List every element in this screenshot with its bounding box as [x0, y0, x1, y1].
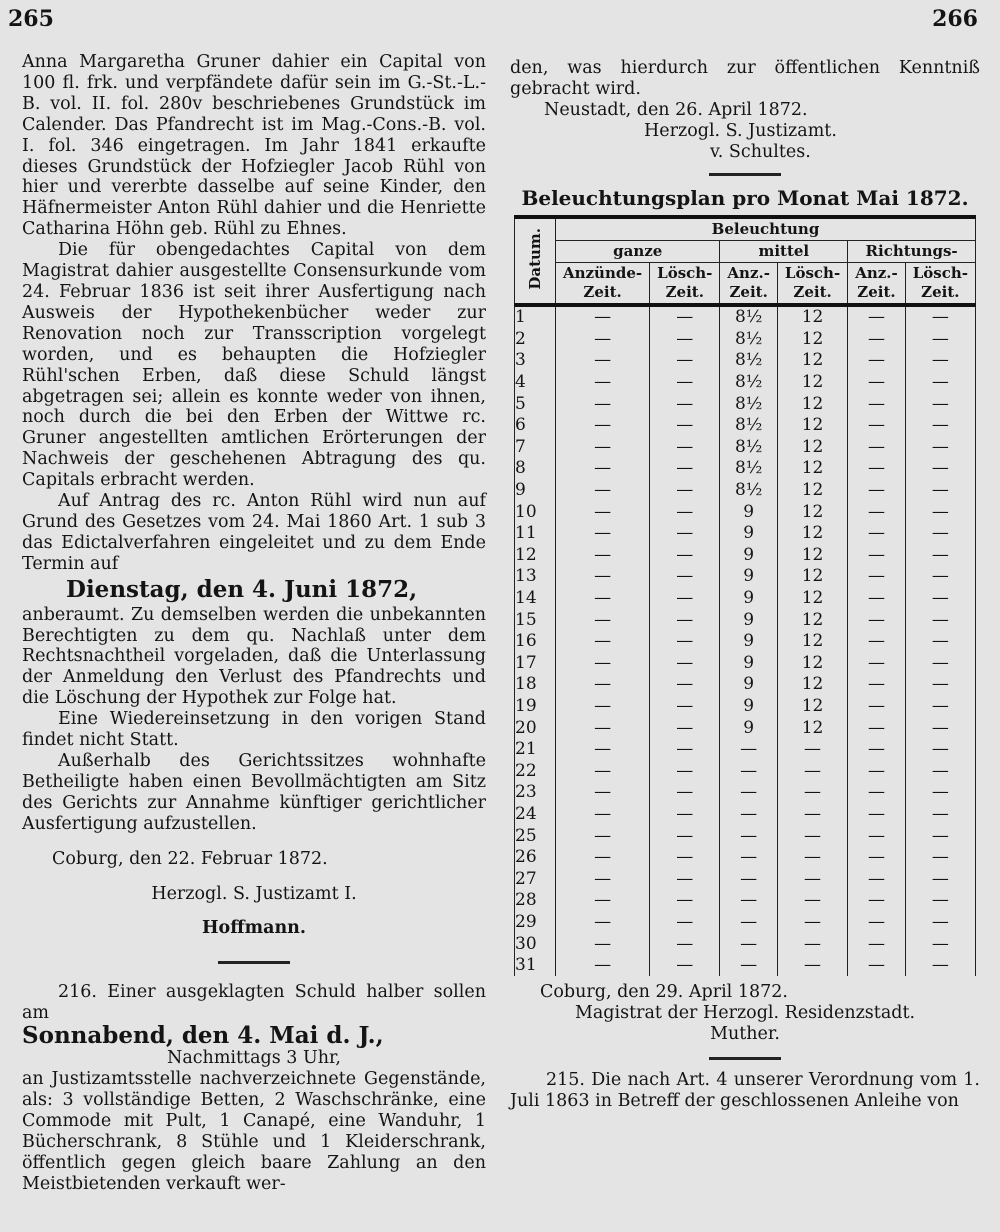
time-cell: —: [556, 480, 650, 502]
time-cell: —: [556, 609, 650, 631]
time-cell: —: [556, 890, 650, 912]
time-cell: —: [905, 372, 975, 394]
beleuchtung-header: Beleuchtung: [556, 217, 976, 241]
date-cell: 9: [515, 480, 556, 502]
date-cell: 10: [515, 501, 556, 523]
date-cell: 29: [515, 912, 556, 934]
table-row: [515, 393, 976, 415]
continuation-text: den, was hierdurch zur öffentlichen Kenntniß gebracht wird.: [510, 58, 980, 99]
place-date-2: Coburg, den 29. April 1872.: [540, 982, 788, 1003]
time-cell: —: [905, 566, 975, 588]
time-cell: —: [905, 329, 975, 351]
time-cell: 12: [777, 329, 847, 351]
time-cell: —: [848, 480, 906, 502]
time-cell: —: [848, 631, 906, 653]
date-cell: 5: [515, 393, 556, 415]
paragraph-4: anberaumt. Zu demselben werden die unbekannten Berechtigten zu dem qu. Nachlaß unter dem Rechtsnachtheil vorgeladen, daß die Unterlassung der Anmeldung den Verlust des Pfandrechts und die Löschung der Hypothek zur Folge hat.: [22, 604, 486, 709]
notice-216-time: Nachmittags 3 Uhr,: [167, 1048, 341, 1069]
time-cell: 8½: [720, 372, 778, 394]
date-cell: 15: [515, 609, 556, 631]
time-cell: —: [848, 804, 906, 826]
time-cell: —: [650, 480, 720, 502]
time-cell: —: [848, 329, 906, 351]
time-cell: —: [650, 717, 720, 739]
time-cell: —: [720, 782, 778, 804]
time-cell: —: [556, 653, 650, 675]
section-divider: [709, 1057, 781, 1060]
time-cell: —: [848, 523, 906, 545]
time-cell: —: [905, 458, 975, 480]
time-cell: —: [556, 933, 650, 955]
time-cell: —: [650, 350, 720, 372]
date-cell: 18: [515, 674, 556, 696]
time-cell: 12: [777, 480, 847, 502]
date-cell: 31: [515, 955, 556, 977]
date-cell: 17: [515, 653, 556, 675]
table-row: [515, 653, 976, 675]
time-cell: —: [905, 480, 975, 502]
time-cell: —: [650, 696, 720, 718]
table-row: [515, 523, 976, 545]
date-cell: 14: [515, 588, 556, 610]
time-cell: —: [650, 415, 720, 437]
section-divider: [709, 173, 781, 176]
time-cell: 12: [777, 523, 847, 545]
time-cell: —: [650, 393, 720, 415]
time-cell: 9: [720, 717, 778, 739]
date-cell: 2: [515, 329, 556, 351]
office-name: Herzogl. S. Justizamt I.: [151, 883, 357, 904]
time-cell: —: [556, 739, 650, 761]
time-cell: —: [650, 329, 720, 351]
time-cell: —: [905, 350, 975, 372]
time-cell: —: [556, 696, 650, 718]
time-cell: —: [848, 760, 906, 782]
time-cell: 12: [777, 372, 847, 394]
time-cell: —: [848, 393, 906, 415]
table-row: [515, 890, 976, 912]
datum-header: Datum.: [515, 217, 556, 305]
date-cell: 8: [515, 458, 556, 480]
table-row: [515, 372, 976, 394]
time-cell: 8½: [720, 329, 778, 351]
date-cell: 4: [515, 372, 556, 394]
notice-216-intro: 216. Einer ausgeklagten Schuld halber sollen am: [22, 982, 486, 1024]
table-row: [515, 329, 976, 351]
time-cell: —: [905, 523, 975, 545]
date-cell: 26: [515, 847, 556, 869]
office-name-2: Magistrat der Herzogl. Residenzstadt.: [574, 1003, 916, 1024]
time-cell: 9: [720, 545, 778, 567]
office-name: Herzogl. S. Justizamt.: [644, 121, 837, 141]
time-cell: —: [848, 674, 906, 696]
time-cell: —: [848, 437, 906, 459]
table-row: [515, 588, 976, 610]
time-cell: —: [905, 305, 975, 329]
time-cell: —: [650, 501, 720, 523]
paragraph-1: Anna Margaretha Gruner dahier ein Capital von 100 fl. frk. und verpfändete dafür sein im G.-St.-L.-B. vol. II. fol. 280v beschriebenes Grundstück im Calender. Das Pfandrecht ist im Mag.-Cons.-B. vol. I. fol. 346 eingetragen. Im Jahr 1841 erkaufte dieses Grundstück der Hofziegler Jacob Rühl von hier und vererbte dasselbe auf seine Kinder, den Häfnermeister Anton Rühl dahier und die Henriette Catharina Höhn geb. Rühl zu Ehnes.: [22, 52, 486, 240]
time-cell: —: [556, 415, 650, 437]
time-cell: —: [905, 847, 975, 869]
time-cell: —: [905, 415, 975, 437]
col-anz: Anz.-Zeit.: [848, 263, 906, 306]
time-cell: —: [905, 825, 975, 847]
date-cell: 27: [515, 868, 556, 890]
time-cell: —: [556, 782, 650, 804]
table-row: [515, 674, 976, 696]
paragraph-3: Auf Antrag des rc. Anton Rühl wird nun auf Grund des Gesetzes vom 24. Mai 1860 Art. 1 sub 3 das Edictalverfahren eingeleitet und zu dem Ende Termin auf: [22, 491, 486, 574]
time-cell: 12: [777, 501, 847, 523]
date-cell: 12: [515, 545, 556, 567]
date-cell: 23: [515, 782, 556, 804]
page-number-right: 266: [932, 6, 978, 32]
time-cell: 12: [777, 393, 847, 415]
date-cell: 20: [515, 717, 556, 739]
time-cell: —: [848, 566, 906, 588]
signer-name-2: Muther.: [710, 1024, 780, 1045]
time-cell: —: [556, 372, 650, 394]
time-cell: —: [556, 825, 650, 847]
date-cell: 13: [515, 566, 556, 588]
table-row: [515, 717, 976, 739]
time-cell: —: [905, 912, 975, 934]
date-cell: 22: [515, 760, 556, 782]
time-cell: —: [650, 588, 720, 610]
time-cell: —: [650, 437, 720, 459]
time-cell: —: [556, 305, 650, 329]
time-cell: —: [905, 933, 975, 955]
time-cell: —: [905, 588, 975, 610]
time-cell: 12: [777, 415, 847, 437]
time-cell: —: [905, 739, 975, 761]
time-cell: —: [777, 804, 847, 826]
time-cell: —: [650, 760, 720, 782]
time-cell: —: [905, 631, 975, 653]
time-cell: —: [720, 933, 778, 955]
time-cell: —: [848, 912, 906, 934]
time-cell: —: [556, 566, 650, 588]
time-cell: —: [848, 350, 906, 372]
time-cell: —: [777, 760, 847, 782]
time-cell: —: [848, 890, 906, 912]
time-cell: 9: [720, 523, 778, 545]
table-row: [515, 305, 976, 329]
time-cell: —: [720, 868, 778, 890]
time-cell: —: [777, 890, 847, 912]
time-cell: —: [905, 609, 975, 631]
time-cell: —: [848, 305, 906, 329]
place-date: Coburg, den 22. Februar 1872.: [52, 848, 328, 869]
ganze-header: ganze: [556, 241, 720, 263]
table-title: Beleuchtungsplan pro Monat Mai 1872.: [521, 186, 969, 210]
table-row: [515, 545, 976, 567]
paragraph-5: Eine Wiedereinsetzung in den vorigen Stand findet nicht Statt.: [22, 709, 486, 751]
page-number-left: 265: [8, 6, 54, 32]
time-cell: —: [848, 739, 906, 761]
time-cell: —: [848, 458, 906, 480]
time-cell: —: [905, 868, 975, 890]
date-cell: 11: [515, 523, 556, 545]
time-cell: 12: [777, 350, 847, 372]
time-cell: —: [905, 782, 975, 804]
time-cell: —: [777, 825, 847, 847]
table-row: [515, 480, 976, 502]
table-row: [515, 631, 976, 653]
time-cell: 12: [777, 653, 847, 675]
signer-name: v. Schultes.: [710, 142, 811, 162]
time-cell: —: [848, 545, 906, 567]
time-cell: —: [650, 804, 720, 826]
time-cell: 9: [720, 653, 778, 675]
time-cell: 9: [720, 696, 778, 718]
time-cell: —: [848, 653, 906, 675]
table-row: [515, 933, 976, 955]
time-cell: —: [848, 717, 906, 739]
time-cell: —: [777, 912, 847, 934]
time-cell: —: [556, 329, 650, 351]
time-cell: 9: [720, 609, 778, 631]
court-date-heading: Dienstag, den 4. Juni 1872,: [66, 575, 418, 603]
time-cell: 8½: [720, 350, 778, 372]
time-cell: —: [777, 868, 847, 890]
time-cell: —: [650, 653, 720, 675]
time-cell: —: [905, 760, 975, 782]
time-cell: 9: [720, 566, 778, 588]
time-cell: —: [650, 305, 720, 329]
date-cell: 24: [515, 804, 556, 826]
date-cell: 7: [515, 437, 556, 459]
table-row: [515, 609, 976, 631]
time-cell: —: [556, 437, 650, 459]
col-anzuende: Anzünde-Zeit.: [556, 263, 650, 306]
time-cell: 12: [777, 674, 847, 696]
time-cell: —: [650, 868, 720, 890]
paragraph-2: Die für obengedachtes Capital von dem Magistrat dahier ausgestellte Consensurkunde vom 24. Februar 1836 ist seit ihrer Ausfertigung nach Ausweis der Hypothekenbücher weder zur Renovation noch zur Transscription vorgelegt worden, und es behaupten die Hofziegler Rühl'schen Erben, daß diese Schuld längst abgetragen sei; allein es konnte weder von ihnen, noch durch die bei den Erben der Wittwe rc. Gruner angestellten amtlichen Erörterungen der Nachweis der geschehenen Abtragung des qu. Capitals erbracht werden.: [22, 240, 486, 491]
time-cell: —: [777, 739, 847, 761]
time-cell: —: [556, 631, 650, 653]
time-cell: 8½: [720, 458, 778, 480]
time-cell: 8½: [720, 437, 778, 459]
date-cell: 21: [515, 739, 556, 761]
table-row: [515, 847, 976, 869]
date-cell: 28: [515, 890, 556, 912]
time-cell: —: [650, 674, 720, 696]
time-cell: —: [650, 890, 720, 912]
col-anz: Anz.-Zeit.: [720, 263, 778, 306]
mittel-header: mittel: [720, 241, 848, 263]
col-loesch: Lösch-Zeit.: [650, 263, 720, 306]
table-row: [515, 760, 976, 782]
date-cell: 16: [515, 631, 556, 653]
table-row: [515, 912, 976, 934]
time-cell: —: [720, 760, 778, 782]
time-cell: —: [720, 739, 778, 761]
time-cell: —: [650, 631, 720, 653]
table-row: [515, 739, 976, 761]
time-cell: 9: [720, 588, 778, 610]
time-cell: —: [848, 696, 906, 718]
time-cell: —: [556, 523, 650, 545]
time-cell: —: [905, 674, 975, 696]
table-row: [515, 825, 976, 847]
time-cell: —: [556, 393, 650, 415]
time-cell: —: [556, 955, 650, 977]
time-cell: —: [650, 933, 720, 955]
time-cell: —: [650, 523, 720, 545]
time-cell: 12: [777, 437, 847, 459]
date-cell: 25: [515, 825, 556, 847]
time-cell: —: [848, 847, 906, 869]
table-row: [515, 955, 976, 977]
time-cell: —: [650, 372, 720, 394]
time-cell: —: [848, 415, 906, 437]
paragraph-6: Außerhalb des Gerichtssitzes wohnhafte Betheiligte haben einen Bevollmächtigten am Sitz des Gerichts zur Annahme künftiger gerichtlicher Ausfertigung aufzustellen.: [22, 751, 486, 834]
time-cell: —: [777, 955, 847, 977]
time-cell: —: [556, 847, 650, 869]
table-row: [515, 458, 976, 480]
time-cell: —: [848, 588, 906, 610]
time-cell: 12: [777, 696, 847, 718]
date-cell: 3: [515, 350, 556, 372]
richtung-header: Richtungs-: [848, 241, 976, 263]
time-cell: —: [556, 350, 650, 372]
time-cell: 12: [777, 566, 847, 588]
time-cell: —: [650, 458, 720, 480]
time-cell: 9: [720, 501, 778, 523]
right-column: [510, 58, 980, 1112]
table-row: [515, 782, 976, 804]
col-loesch: Lösch-Zeit.: [905, 263, 975, 306]
lighting-plan-table: [514, 215, 976, 976]
time-cell: —: [650, 739, 720, 761]
time-cell: 12: [777, 717, 847, 739]
table-row: [515, 501, 976, 523]
time-cell: 9: [720, 631, 778, 653]
time-cell: —: [650, 545, 720, 567]
time-cell: —: [848, 501, 906, 523]
table-row: [515, 696, 976, 718]
notice-216-body: an Justizamtsstelle nachverzeichnete Gegenstände, als: 3 vollständige Betten, 2 Waschschränke, eine Commode mit Pult, 1 Canapé, eine Wanduhr, 1 Bücherschrank, 8 Stühle und 1 Kleiderschrank, öffentlich gegen gleich baare Zahlung an den Meistbietenden verkauft wer-: [22, 1069, 486, 1194]
notice-215: 215. Die nach Art. 4 unserer Verordnung vom 1. Juli 1863 in Betreff der geschlossenen Anleihe von: [510, 1070, 980, 1112]
place-date: Neustadt, den 26. April 1872.: [544, 100, 808, 120]
time-cell: —: [556, 717, 650, 739]
time-cell: —: [905, 696, 975, 718]
time-cell: —: [905, 890, 975, 912]
time-cell: —: [905, 437, 975, 459]
time-cell: —: [905, 804, 975, 826]
time-cell: —: [777, 933, 847, 955]
section-divider: [218, 961, 290, 964]
time-cell: —: [556, 868, 650, 890]
time-cell: —: [650, 825, 720, 847]
time-cell: —: [720, 955, 778, 977]
time-cell: —: [848, 825, 906, 847]
time-cell: —: [905, 501, 975, 523]
time-cell: 8½: [720, 305, 778, 329]
time-cell: 8½: [720, 393, 778, 415]
time-cell: —: [905, 955, 975, 977]
table-row: [515, 350, 976, 372]
col-loesch: Lösch-Zeit.: [777, 263, 847, 306]
time-cell: —: [905, 717, 975, 739]
time-cell: —: [848, 933, 906, 955]
time-cell: —: [848, 372, 906, 394]
time-cell: —: [905, 653, 975, 675]
time-cell: —: [556, 804, 650, 826]
time-cell: —: [556, 912, 650, 934]
time-cell: —: [905, 545, 975, 567]
time-cell: —: [556, 760, 650, 782]
time-cell: —: [848, 782, 906, 804]
table-row: [515, 804, 976, 826]
notice-216-date: Sonnabend, den 4. Mai d. J.,: [22, 1022, 384, 1050]
time-cell: —: [720, 890, 778, 912]
table-row: [515, 868, 976, 890]
time-cell: —: [720, 912, 778, 934]
date-cell: 30: [515, 933, 556, 955]
time-cell: —: [650, 609, 720, 631]
time-cell: —: [556, 545, 650, 567]
time-cell: —: [650, 847, 720, 869]
time-cell: 8½: [720, 480, 778, 502]
time-cell: —: [777, 782, 847, 804]
table-row: [515, 437, 976, 459]
time-cell: —: [650, 955, 720, 977]
time-cell: 12: [777, 545, 847, 567]
time-cell: 12: [777, 588, 847, 610]
time-cell: —: [848, 609, 906, 631]
time-cell: 9: [720, 674, 778, 696]
time-cell: —: [720, 825, 778, 847]
left-column: [22, 52, 486, 1195]
time-cell: —: [650, 566, 720, 588]
time-cell: 12: [777, 631, 847, 653]
time-cell: —: [556, 674, 650, 696]
time-cell: 12: [777, 609, 847, 631]
time-cell: —: [720, 804, 778, 826]
table-row: [515, 566, 976, 588]
time-cell: —: [848, 868, 906, 890]
signer-name: Hoffmann.: [202, 918, 306, 939]
date-cell: 1: [515, 305, 556, 329]
time-cell: —: [720, 847, 778, 869]
time-cell: 12: [777, 305, 847, 329]
table-row: [515, 415, 976, 437]
time-cell: 8½: [720, 415, 778, 437]
time-cell: —: [848, 955, 906, 977]
date-cell: 6: [515, 415, 556, 437]
date-cell: 19: [515, 696, 556, 718]
time-cell: —: [777, 847, 847, 869]
time-cell: —: [650, 782, 720, 804]
time-cell: —: [556, 588, 650, 610]
time-cell: 12: [777, 458, 847, 480]
time-cell: —: [650, 912, 720, 934]
time-cell: —: [556, 501, 650, 523]
time-cell: —: [556, 458, 650, 480]
time-cell: —: [905, 393, 975, 415]
